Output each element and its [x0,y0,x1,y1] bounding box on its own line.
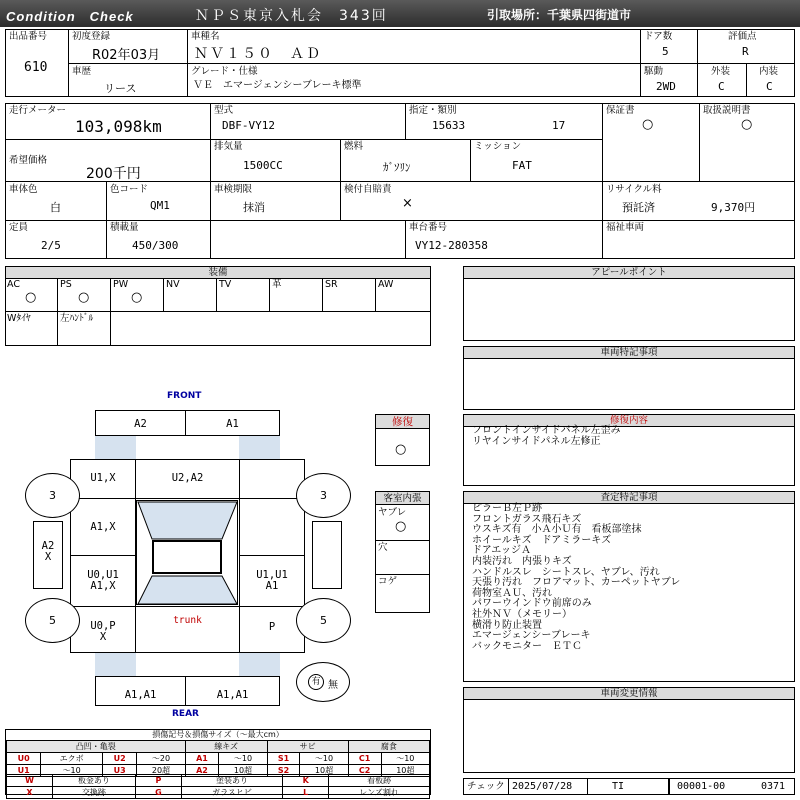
repair-detail-text: フロントインサイドパネル左歪み リヤインサイドパネル左修正 [472,425,621,447]
type-label: 指定・類別 [409,105,457,116]
equipment-cell-row2-7 [376,311,429,346]
legend-desc: 10超 [381,765,429,777]
repair-mark: ○ [395,442,407,457]
legend-desc: 10超 [300,765,348,777]
equipment-title: 装備 [6,267,430,279]
color-code-value: QM1 [150,199,170,212]
color-label: 車体色 [9,184,38,195]
rating-label: 評価点 [728,31,757,42]
first-reg-label: 初度登録 [72,31,111,42]
legend-desc: ガラスヒビ [181,787,282,799]
glass-outline [136,500,239,606]
panel-trunk: trunk [135,606,240,653]
spare-yes-mark: 有 [308,674,324,690]
lot-label: 出品番号 [9,31,48,42]
inspection-label: 車検期限 [214,184,253,195]
panel-door-front-right [239,498,305,556]
tire-front-right: 3 [296,473,351,518]
exterior-label: 外装 [711,66,731,77]
capacity-value: 2/5 [41,239,61,252]
auction-name: ＮＰＳ東京入札会 343回 [195,8,388,24]
legend-code: U0 [7,753,41,765]
mission-value: FAT [512,159,532,172]
legend-code: K [283,775,329,787]
panel-door-rear-right: U1,U1 A1 [239,555,305,607]
equipment-label: Wﾀｲﾔ [7,313,31,324]
class-number: 17 [552,119,566,132]
legend-code: S2 [267,765,300,777]
legend-head-rust: サビ [267,741,348,753]
color-code-label: 色コード [110,184,149,195]
model-label: 型式 [214,105,234,116]
panel-door-front-left: A1,X [70,498,136,556]
legend-code: L [283,787,329,799]
panel-rear-bumper-left: A1,A1 [95,676,186,706]
doors-value: 5 [662,45,669,58]
car-name: ＮＶ１５０ ＡＤ [194,46,322,62]
equipment-cell-2 [111,279,164,312]
inspection-value: 抹消 [243,201,265,214]
legend-code: W [7,775,53,787]
legend-desc: ～10 [41,765,103,777]
footer-code-1: 00001-00 [677,781,726,792]
grade-label: グレード・仕様 [191,66,258,77]
displacement-value: 1500CC [243,159,283,172]
mileage-value: 103,098km [75,117,162,136]
panel-rear-bumper-right: A1,A1 [185,676,280,706]
manual-mark: ○ [741,117,753,132]
chassis-label: 車台番号 [409,222,448,233]
lot-number: 610 [24,60,48,75]
assessment-text: ピラーＢ左Ｐ跡 フロントガラス飛石キズ ウスキズ有 小Ａ小Ｕ有 看板部塗抹 ホイールキズ ドアミラーキズ ドアエッジＡ 内装汚れ 内張りキズ ハンドルスレ シートスレ、ヤブレ、汚れ 天張り汚れ フロアマット、カーペットヤブレ 荷物室ＡＵ、汚れ パワーウインドウ前席のみ 社外ＮＶ（メモリー） 横滑り防止装置 エマージェンシーブレーキ バックモニター ＥＴＣ [472,503,681,652]
change-info-title: 車両変更情報 [464,688,794,700]
header-bar [0,0,800,27]
liability-mark: × [402,196,413,211]
type-number: 15633 [432,119,466,132]
legend-title: 損傷記号＆損傷サイズ（～最大cm） [152,730,284,739]
legend-desc: エクボ [41,753,103,765]
grade-value: ＶＥ エマージェンシーブレーキ標準 [193,80,362,91]
panel-door-rear-left: U0,U1 A1,X [70,555,136,607]
legend-desc: ～10 [381,753,429,765]
liability-label: 検付自賠責 [344,184,392,195]
interior-title: 客室内張 [376,492,429,505]
recycle-label: リサイクル料 [606,184,662,195]
panel-side-right [312,521,342,589]
fuel-value: ｶﾞｿﾘﾝ [383,161,411,174]
panel-hood: U2,A2 [135,459,240,499]
legend-desc: 看板跡 [329,775,430,787]
spare-none-label: 無 [328,680,338,691]
warranty-mark: ○ [642,117,654,132]
welfare-label: 福祉車両 [606,222,645,233]
fuel-label: 燃料 [344,141,364,152]
model-value: DBF-VY12 [222,119,275,132]
legend-code: C1 [348,753,381,765]
equipment-cell-row2-1 [58,311,111,346]
legend-code: A2 [185,765,219,777]
chassis-value: VY12-280358 [415,239,488,252]
interior-value: C [766,80,773,93]
equipment-cell-row2-5 [270,311,323,346]
legend-code: U1 [7,765,41,777]
legend-code: P [135,775,181,787]
history-value: リース [104,82,137,95]
capacity-label: 定員 [9,222,29,233]
legend-code: U3 [102,765,136,777]
checker-initials: TI [612,781,625,792]
equipment-cell-1 [58,279,111,312]
front-label: FRONT [167,391,202,401]
equipment-label: 左ﾊﾝﾄﾞﾙ [60,313,94,324]
manual-label: 取扱説明書 [703,105,751,116]
first-registration: R02年03月 [92,48,161,63]
equipment-cell-7 [376,279,429,312]
repair-title: 修復 [376,415,429,429]
panel-front-bumper-left: A2 [95,410,186,436]
car-name-label: 車種名 [191,31,220,42]
interior-tear-label: ヤブレ [378,507,407,518]
equipment-cell-row2-3 [164,311,217,346]
displacement-label: 排気量 [214,141,243,152]
price-label: 希望価格 [9,155,48,166]
legend-code: C2 [348,765,381,777]
interior-burn-label: コゲ [378,576,398,587]
mission-label: ミッション [474,141,522,152]
equipment-cell-5 [270,279,323,312]
mileage-label: 走行メーター [9,105,67,116]
equipment-cell-row2-0 [5,311,58,346]
legend-desc: 10超 [219,765,267,777]
sheet-title: Condition Check [6,9,134,24]
tire-rear-left: 5 [25,598,80,643]
panel-front-bumper-right: A1 [185,410,280,436]
equipment-mark: ○ [78,290,90,305]
equipment-label: TV [219,279,232,290]
legend-code: A1 [185,753,219,765]
color-value: 白 [50,201,61,214]
panel-quarter-right: P [239,606,305,653]
equipment-mark: ○ [131,290,143,305]
legend-head-dent: 凸凹・亀裂 [7,741,186,753]
vehicle-special-title: 車両特記事項 [464,347,794,359]
panel-fender-left: U1,X [70,459,136,499]
legend-desc: レンズ割れ [329,787,430,799]
legend-desc: 板金あり [53,775,136,787]
legend-code: S1 [267,753,300,765]
drive-label: 駆動 [644,66,664,77]
equipment-label: PW [113,279,129,290]
footer-code-2: 0371 [761,781,786,792]
equipment-cell-row2-4 [217,311,270,346]
panel-side-left: A2 X [33,521,63,589]
equipment-label: PS [60,279,72,290]
repair-detail-title: 修復内容 [464,415,794,427]
equipment-mark: ○ [25,290,37,305]
legend-head-scratch: 線キズ [185,741,267,753]
price-value: 200千円 [86,166,141,182]
equipment-label: SR [325,279,338,290]
legend-desc: ～20 [137,753,185,765]
equipment-cell-3 [164,279,217,312]
equipment-cell-6 [323,279,376,312]
doors-label: ドア数 [644,31,673,42]
equipment-label: 革 [272,279,282,290]
legend-desc: 塗装あり [181,775,282,787]
legend-table [6,740,430,777]
load-label: 積載量 [110,222,139,233]
legend-head-corrosion: 腐食 [348,741,429,753]
appeal-title: アピールポイント [464,267,794,279]
equipment-label: AW [378,279,394,290]
interior-tear-mark: ○ [395,519,407,534]
legend-code: G [135,787,181,799]
tire-rear-right: 5 [296,598,351,643]
equipment-label: AC [7,279,20,290]
legend-desc: ～10 [219,753,267,765]
equipment-cell-4 [217,279,270,312]
assessment-title: 査定特記事項 [464,492,794,504]
recycle-status: 預託済 [622,201,655,214]
warranty-label: 保証書 [606,105,635,116]
legend-code: X [7,787,53,799]
check-label: チェック [467,781,505,792]
equipment-cell-0 [5,279,58,312]
recycle-amount: 9,370円 [711,201,756,214]
equipment-cell-row2-6 [323,311,376,346]
history-label: 車歴 [72,66,92,77]
equipment-label: NV [166,279,180,290]
drive-value: 2WD [656,80,676,93]
panel-quarter-left: U0,P X [70,606,136,653]
legend-table-2 [6,774,430,799]
equipment-cell-row2-2 [111,311,164,346]
check-date: 2025/07/28 [512,781,573,792]
interior-hole-label: 穴 [378,542,388,553]
tire-front-left: 3 [25,473,80,518]
legend-desc: 20超 [137,765,185,777]
rating-value: R [742,45,749,58]
legend-desc: 交換跡 [53,787,136,799]
legend-code: U2 [102,753,136,765]
load-value: 450/300 [132,239,179,252]
rear-label: REAR [172,709,199,719]
pickup-location: 引取場所：千葉県四街道市 [487,8,632,22]
interior-label: 内装 [759,66,779,77]
exterior-value: C [718,80,725,93]
legend-desc: ～10 [300,753,348,765]
